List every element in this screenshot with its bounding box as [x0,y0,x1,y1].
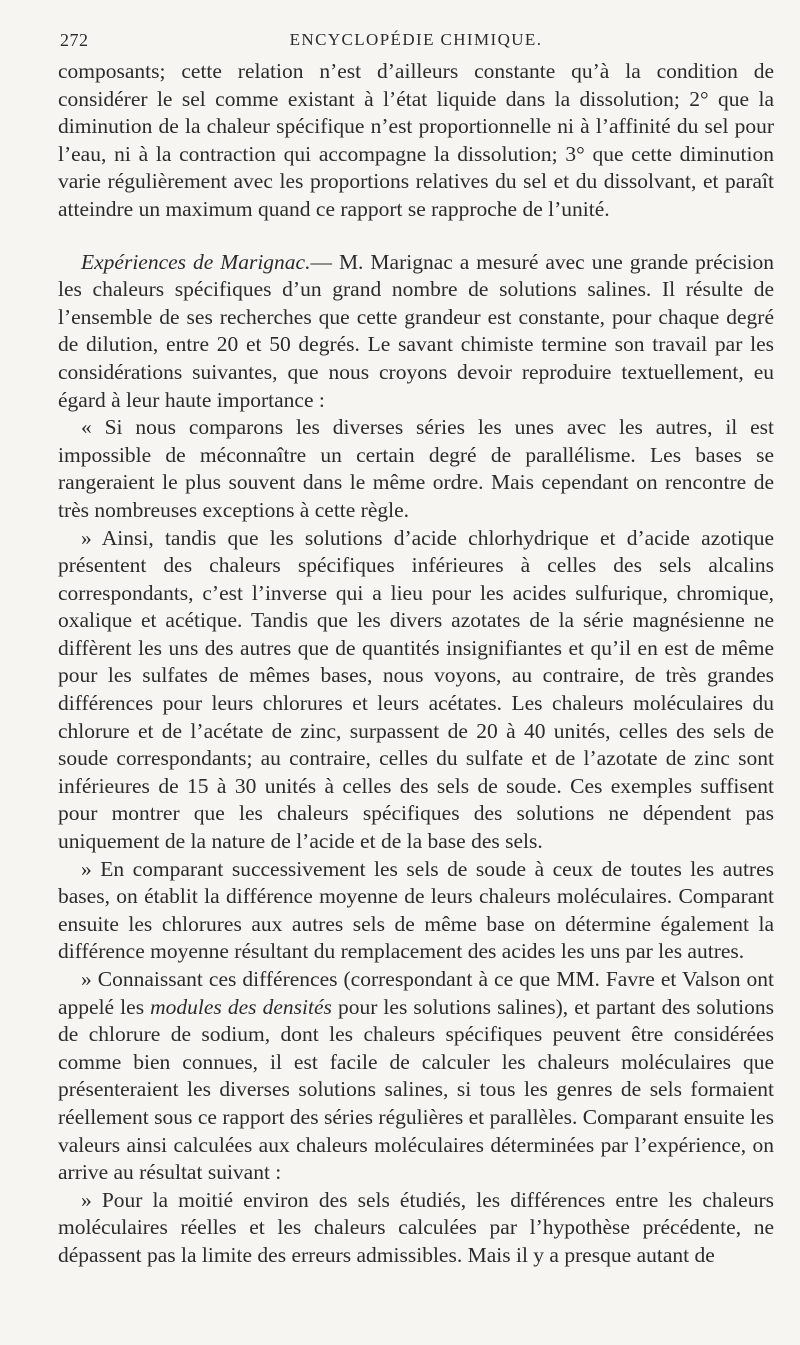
paragraph-6-part-2: pour les solutions salines), et partant des solutions de chlorure de sodium, dont les chaleurs spécifiques peuvent être considérées comme bien connues, il est facile de calculer les chaleurs moléculaires que présenteraient les diverses solutions salines, si tous les genres de sels formaient réellement sous ce rapport des séries régulières et parallèles. Comparant ensuite les valeurs ainsi calculées aux chaleurs moléculaires déterminées par l’expérience, on arrive au résultat suivant : [58,994,774,1185]
body-text [58,58,774,1270]
paragraph-5: » En comparant successivement les sels de soude à ceux de toutes les autres bases, on établit la différence moyenne de leurs chaleurs moléculaires. Comparant ensuite les chlorures aux autres sels de même base on détermine également la différence moyenne résultant du remplacement des acides les uns par les autres. [58,856,774,964]
running-title: ENCYCLOPÉDIE CHIMIQUE. [289,30,543,49]
paragraph-3: « Si nous comparons les diverses séries les unes avec les autres, il est impossible de méconnaître un certain degré de parallélisme. Les bases se rangeraient le plus souvent dans le même ordre. Mais cependant on rencontre de très nombreuses exceptions à cette règle. [58,415,774,522]
paragraph-marignac [58,249,774,415]
paragraph-4: » Ainsi, tandis que les solutions d’acide chlorhydrique et d’acide azotique présentent des chaleurs spécifiques inférieures à celles des sels alcalins correspondants, c’est l’inverse qui a lieu pour les acides sulfurique, chromique, oxalique et acétique. Tandis que les divers azotates de la série magnésienne ne diffèrent les uns des autres que de quantités insignifiantes et qu’il en est de même pour les sulfates de mêmes bases, nous voyons, au contraire, de très grandes différences pour leurs chlorures et leurs acétates. Les chaleurs moléculaires du chlorure et de l’acétate de zinc, surpassent de 20 à 40 unités, celles des sels de soude correspondants; au contraire, celles du sulfate et de l’azotate de zinc sont inférieures de 15 à 30 unités à celles des sels de soude. Ces exemples suffisent pour montrer que les chaleurs spécifiques des solutions ne dépendent pas uniquement de la nature de l’acide et de la base des sels. [58,525,774,854]
section-heading: Expériences de Marignac. [81,249,311,274]
paragraph-6-part-1: » Connaissant ces différences (correspondant à ce que MM. Favre et Valson ont appelé les [58,967,774,1019]
page-number: 272 [60,30,89,50]
section-heading-text: — M. Marignac a mesuré avec une grande précision les chaleurs spécifiques d’un grand nombre de solutions salines. Il résulte de l’ensemble de ses recherches que cette grandeur est constante, pour chaque degré de dilution, entre 20 et 50 degrés. Le savant chimiste termine son travail par les considérations suivantes, que nous croyons devoir reproduire textuellement, eu égard à leur haute importance : [58,249,774,412]
paragraph-1: composants; cette relation n’est d’ailleurs constante qu’à la condition de considérer le sel comme existant à l’état liquide dans la dissolution; 2° que la diminution de la chaleur spécifique n’est proportionnelle ni à l’affinité du sel pour l’eau, ni à la contraction qui accompagne la dissolution; 3° que cette diminution varie régulièrement avec les proportions relatives du sel et du dissolvant, et paraît atteindre un maximum quand ce rapport se rapproche de l’unité. [58,59,774,221]
running-head [58,24,774,58]
paragraph-6 [58,966,774,1187]
modules-des-densites: modules des densités [150,994,332,1019]
paragraph-7: » Pour la moitié environ des sels étudiés, les différences entre les chaleurs moléculaires réelles et les chaleurs calculées par l’hypothèse précédente, ne dépassent pas la limite des erreurs admissibles. Mais il y a presque autant de [58,1187,774,1267]
